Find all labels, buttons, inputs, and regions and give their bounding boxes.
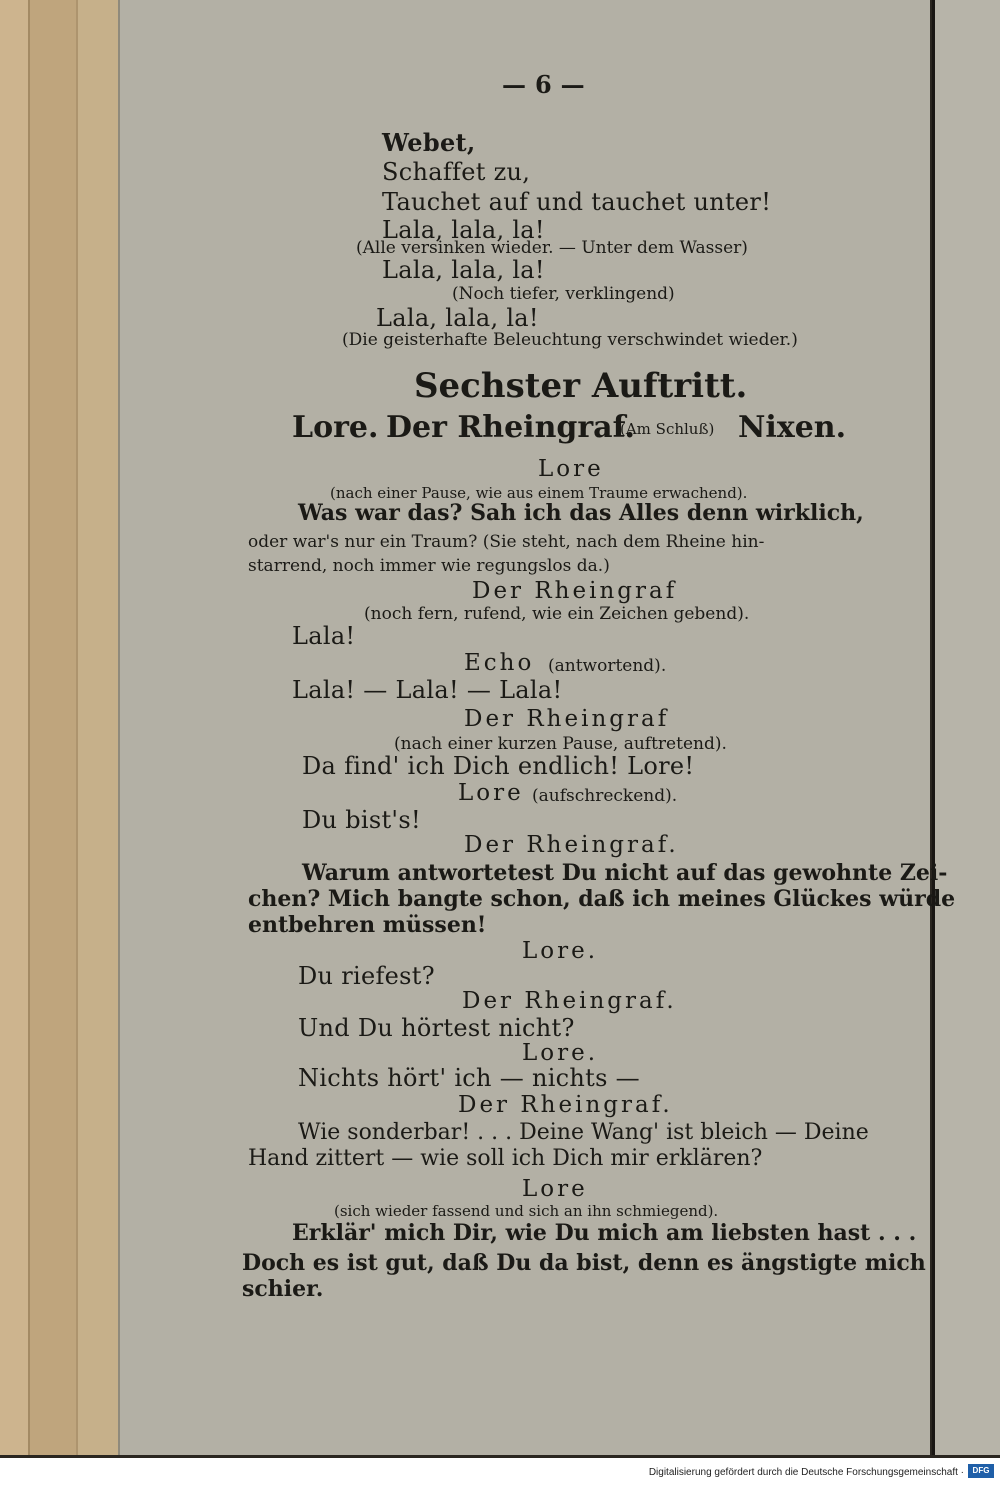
speaker-name: Der Rheingraf. — [464, 832, 679, 858]
dialogue-line: Du riefest? — [298, 962, 435, 990]
speaker-name: Der Rheingraf — [464, 706, 670, 732]
speaker-name: Lore — [458, 780, 524, 806]
cast-note: (Am Schluß) — [620, 420, 715, 438]
dialogue-line: Erklär' mich Dir, wie Du mich am liebsten hast . . . — [292, 1220, 917, 1246]
speaker-name: Lore — [522, 1176, 588, 1202]
verse-line: Lala, lala, la! — [382, 256, 545, 284]
dialogue-line: Und Du hörtest nicht? — [298, 1014, 575, 1042]
dialogue-line: starrend, noch immer wie regungslos da.) — [248, 556, 610, 576]
scene-heading: Sechster Auftritt. — [414, 366, 748, 406]
stage-direction: (Die geisterhafte Beleuchtung verschwindet wieder.) — [342, 330, 798, 350]
book-page — [118, 0, 956, 1455]
stage-direction: (nach einer Pause, wie aus einem Traume erwachend). — [330, 484, 748, 502]
speaker-name: Der Rheingraf. — [458, 1092, 673, 1118]
speaker-name: Lore — [538, 456, 604, 482]
speaker-name: Lore. — [522, 1040, 599, 1066]
stage-direction: (antwortend). — [548, 656, 667, 676]
dialogue-line: Da find' ich Dich endlich! Lore! — [302, 752, 695, 780]
dialogue-line: Nichts hört' ich — nichts — — [298, 1064, 640, 1092]
dfg-logo-icon: DFG — [968, 1464, 994, 1478]
dialogue-line: Lala! — Lala! — Lala! — [292, 676, 563, 704]
verse-line: Lala, lala, la! — [382, 216, 545, 244]
dialogue-line: Hand zittert — wie soll ich Dich mir erklären? — [248, 1146, 763, 1171]
stage-direction: (aufschreckend). — [532, 786, 678, 806]
dialogue-line: Doch es ist gut, daß Du da bist, denn es ängstigte mich — [242, 1250, 926, 1276]
speaker-name: Lore. — [522, 938, 599, 964]
cast-name: Der Rheingraf. — [386, 410, 635, 445]
speaker-name: Echo — [464, 650, 535, 676]
speaker-name: Der Rheingraf. — [462, 988, 677, 1014]
footer-bar — [0, 1458, 1000, 1487]
verse-line: Schaffet zu, — [382, 158, 531, 186]
dialogue-line: Lala! — [292, 622, 356, 650]
verse-line: Webet, — [382, 128, 476, 157]
dialogue-line: Wie sonderbar! . . . Deine Wang' ist bleich — Deine — [298, 1120, 869, 1145]
dialogue-line: entbehren müssen! — [248, 912, 487, 938]
adjacent-page-edge — [932, 0, 1000, 1455]
dialogue-line: Du bist's! — [302, 806, 421, 834]
dialogue-line: Was war das? Sah ich das Alles denn wirklich, — [298, 500, 864, 526]
funding-notice: Digitalisierung gefördert durch die Deutsche Forschungsgemeinschaft · — [648, 1467, 964, 1478]
stage-direction: (nach einer kurzen Pause, auftretend). — [394, 734, 727, 754]
speaker-name: Der Rheingraf — [472, 578, 678, 604]
verse-line: Lala, lala, la! — [376, 304, 539, 332]
cast-name: Nixen. — [738, 410, 847, 445]
stage-direction: (Alle versinken wieder. — Unter dem Wasser) — [356, 238, 748, 258]
page-number: — 6 — — [502, 70, 585, 99]
verse-line: Tauchet auf und tauchet unter! — [382, 188, 772, 216]
dialogue-line: Warum antwortetest Du nicht auf das gewohnte Zei- — [302, 860, 948, 886]
dialogue-line: schier. — [242, 1276, 324, 1302]
cast-name: Lore. — [292, 410, 379, 445]
stage-direction: (noch fern, rufend, wie ein Zeichen gebend). — [364, 604, 750, 624]
dialogue-line: chen? Mich bangte schon, daß ich meines Glückes würde — [248, 886, 956, 912]
stage-direction: (Noch tiefer, verklingend) — [452, 284, 675, 304]
dialogue-line: oder war's nur ein Traum? (Sie steht, nach dem Rheine hin- — [248, 532, 765, 552]
stage-direction: (sich wieder fassend und sich an ihn schmiegend). — [334, 1202, 719, 1220]
